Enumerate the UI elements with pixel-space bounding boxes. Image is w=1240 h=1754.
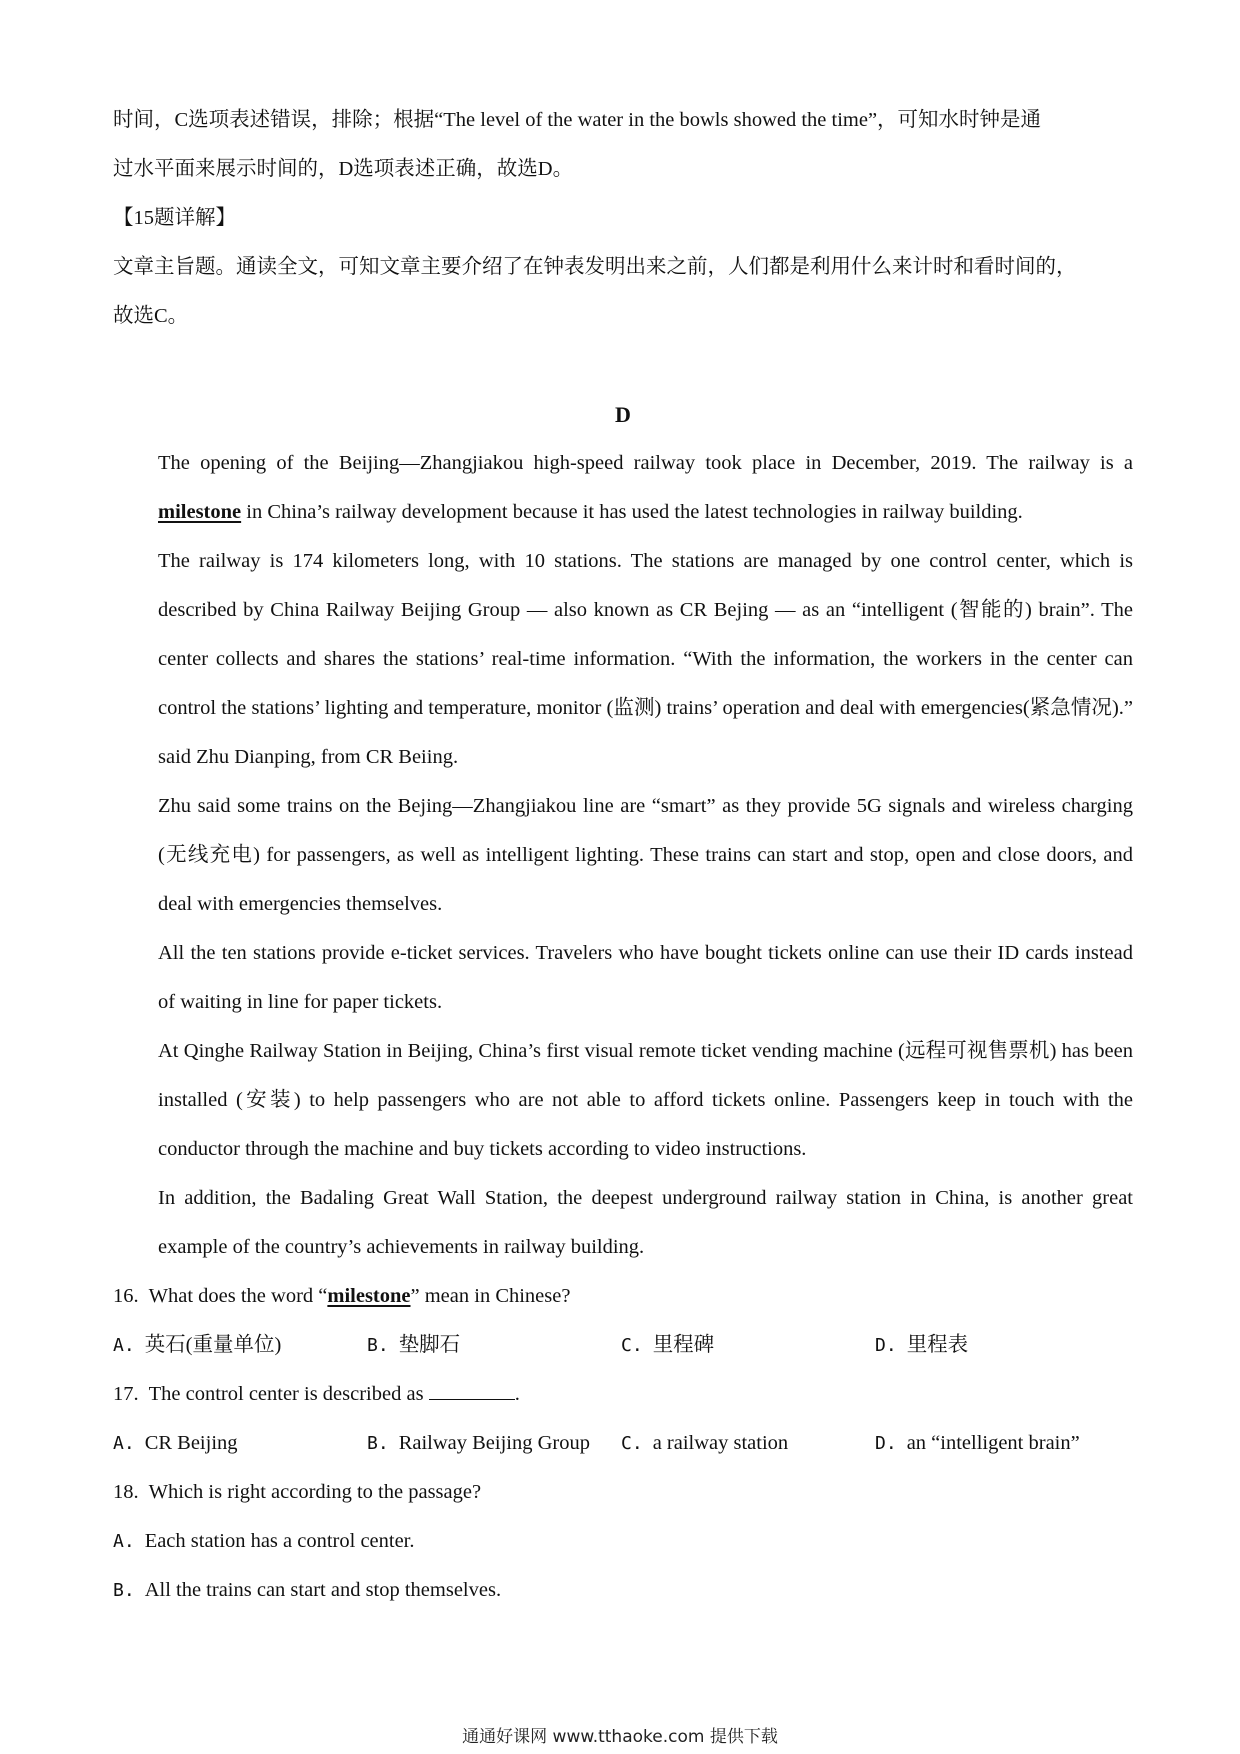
option-label: C.	[621, 1335, 643, 1356]
passage-paragraph-2: The railway is 174 kilometers long, with 10 stations. The stations are managed by one control center, which is described by China Railway Beijing Group — also known as CR Bejing — as an “intelligent (智能的) brain”. The center collects and shares the stations’ real-time information. “With the information, the workers in the center can control the stations’ lighting and temperature, monitor (监测) trains’ operation and deal with emergencies(紧急情况).” said Zhu Dianping, from CR Beiing.	[158, 550, 1133, 768]
option-text: Railway Beijing Group	[398, 1432, 590, 1454]
option-text: 里程碑	[652, 1334, 715, 1356]
option-label: A.	[113, 1433, 135, 1454]
option-c	[621, 1419, 875, 1468]
option-b	[367, 1321, 621, 1370]
option-a	[113, 1517, 1133, 1566]
option-text: All the trains can start and stop themselves.	[144, 1579, 502, 1601]
question-number: 16.	[113, 1285, 139, 1307]
page-footer: 通通好课网 www.tthaoke.com 提供下载	[462, 1727, 778, 1747]
passage-paragraph-1	[113, 439, 1133, 537]
option-d	[875, 1419, 1129, 1468]
option-b	[367, 1419, 621, 1468]
option-a	[113, 1419, 367, 1468]
explanation-line: 文章主旨题。通读全文，可知文章主要介绍了在钟表发明出来之前，人们都是利用什么来计时和看时间的，	[113, 256, 1077, 278]
option-text: 里程表	[906, 1334, 969, 1356]
options-row	[113, 1419, 1133, 1468]
milestone-keyword: milestone	[158, 501, 242, 523]
options-row	[113, 1321, 1133, 1370]
question-text: What does the word “	[148, 1285, 328, 1307]
option-text: 垫脚石	[398, 1334, 461, 1356]
question-number: 18.	[113, 1481, 139, 1503]
blank-space	[113, 341, 1133, 390]
answer-blank	[429, 1381, 515, 1400]
question-text: ” mean in Chinese?	[410, 1285, 571, 1307]
option-text: CR Beijing	[144, 1432, 238, 1454]
explanation-line: 故选C。	[113, 305, 189, 327]
question-number: 17.	[113, 1383, 139, 1405]
option-label: B.	[367, 1335, 389, 1356]
option-b	[113, 1566, 1133, 1615]
explanation-line: 时间，C选项表述错误，排除；根据“The level of the water in the bowls showed the time”，可知水时钟是通	[113, 109, 1042, 131]
question-text: Which is right according to the passage?	[148, 1481, 482, 1503]
document-page	[113, 96, 1133, 1615]
option-text: Each station has a control center.	[144, 1530, 415, 1552]
question-18	[113, 1468, 1133, 1517]
option-text: 英石(重量单位)	[144, 1334, 282, 1356]
passage-paragraph-3: Zhu said some trains on the Bejing—Zhangjiakou line are “smart” as they provide 5G signals and wireless charging (无线充电) for passengers, as well as intelligent lighting. These trains can start and stop, open and close doors, and deal with emergencies themselves.	[158, 795, 1133, 915]
option-label: A.	[113, 1531, 135, 1552]
option-label: D.	[875, 1433, 897, 1454]
question-16	[113, 1272, 1133, 1321]
question-17	[113, 1370, 1133, 1419]
passage-paragraph-6: In addition, the Badaling Great Wall Station, the deepest underground railway station in China, is another great example of the country’s achievements in railway building.	[158, 1187, 1133, 1258]
option-a	[113, 1321, 367, 1370]
option-label: B.	[367, 1433, 389, 1454]
passage-paragraph-5: At Qinghe Railway Station in Beijing, China’s first visual remote ticket vending machine (远程可视售票机) has been installed (安装) to help passengers who are not able to afford tickets online. Passengers keep in touch with the conductor through the machine and buy tickets according to video instructions.	[158, 1040, 1133, 1160]
paragraph-text: The opening of the Beijing—Zhangjiakou high-speed railway took place in December, 2019. The railway is a	[158, 452, 1133, 474]
passage-paragraph-4: All the ten stations provide e-ticket services. Travelers who have bought tickets online can use their ID cards instead of waiting in line for paper tickets.	[158, 942, 1133, 1013]
explanation-line: 过水平面来展示时间的，D选项表述正确，故选D。	[113, 158, 574, 180]
option-label: D.	[875, 1335, 897, 1356]
option-text: a railway station	[652, 1432, 789, 1454]
question-text: The control center is described as	[148, 1383, 429, 1405]
option-d	[875, 1321, 1129, 1370]
option-label: C.	[621, 1433, 643, 1454]
q15-header: 【15题详解】	[113, 207, 236, 229]
milestone-keyword: milestone	[327, 1285, 411, 1307]
option-c	[621, 1321, 875, 1370]
paragraph-text: in China’s railway development because it has used the latest technologies in railway building.	[241, 501, 1023, 523]
section-title: D	[615, 402, 631, 427]
question-text: .	[514, 1383, 520, 1405]
option-text: an “intelligent brain”	[906, 1432, 1080, 1454]
option-label: B.	[113, 1580, 135, 1601]
option-label: A.	[113, 1335, 135, 1356]
